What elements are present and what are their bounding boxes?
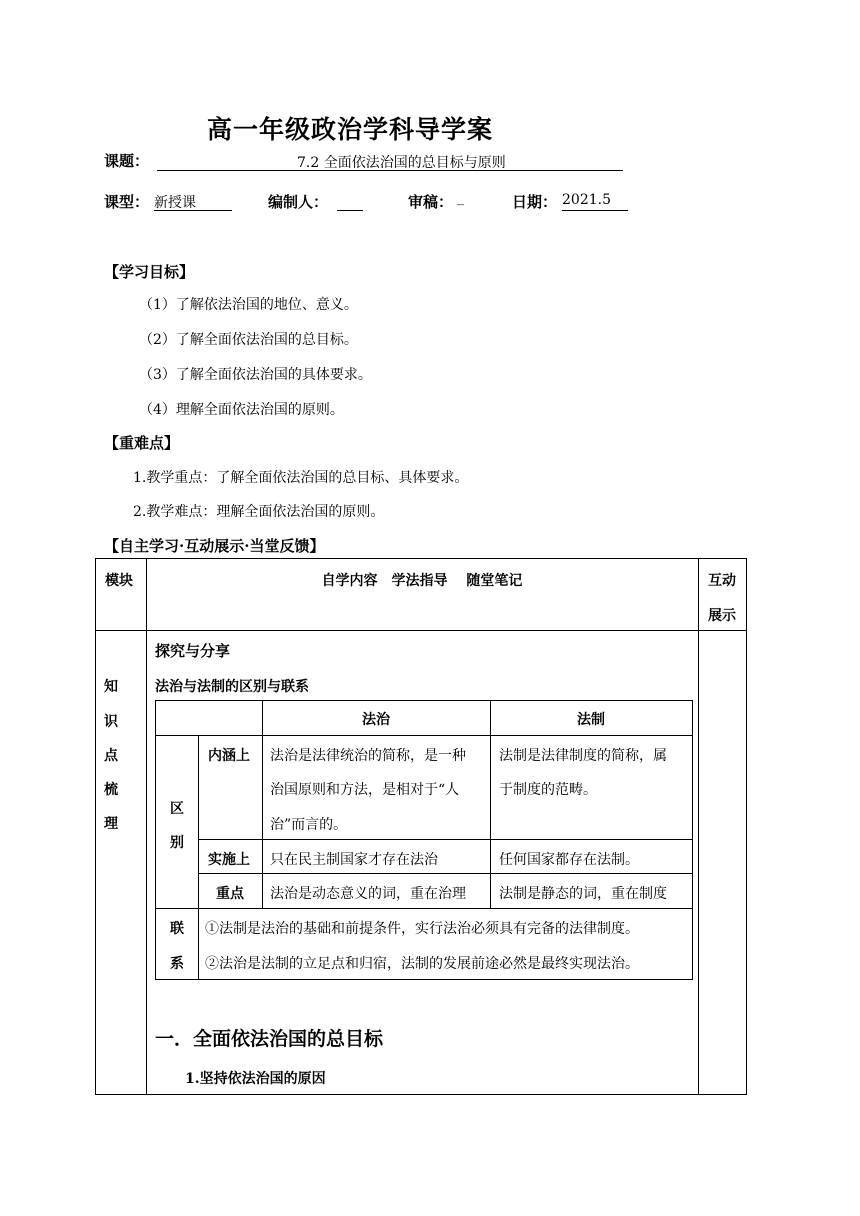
module-char: 梳 [104,782,118,798]
section-one-heading: 一．全面依法治国的总目标 [155,1028,384,1050]
goal-item: （2）了解全面依法治国的总目标。 [139,332,358,348]
module-char: 识 [104,714,118,730]
section-heading: 【自主学习·互动展示·当堂反馈】 [104,537,325,555]
reviewer-value: _ [457,190,464,206]
cell-line: 于制度的范畴。 [499,782,597,798]
comparison-subheading: 法治与法制的区别与联系 [155,679,309,695]
type-value: 新授课 [154,192,232,211]
header-fazhi-legal-system: 法制 [577,712,605,728]
type-label: 课型： [104,193,150,211]
distinction-char: 区 [170,801,184,817]
cell-line: 任何国家都存在法制。 [499,852,639,868]
date-value: 2021.5 [562,192,628,211]
goal-item: （4）理解全面依法治国的原则。 [139,402,344,418]
editor-label: 编制人： [268,193,329,211]
relation-line: ①法制是法治的基础和前提条件，实行法治必须具有完备的法律制度。 [205,921,639,937]
module-char: 点 [104,748,118,764]
cell-line: 治”而言的。 [270,817,348,833]
col-interact-header-line1: 互动 [708,573,736,589]
cell-line: 法治是法律统治的简称，是一种 [270,748,466,764]
cell-line: 治国原则和方法，是相对于“人 [270,782,460,798]
col-interact-header-line2: 展示 [708,608,736,624]
keypoints-heading: 【重难点】 [104,434,180,452]
goal-item: （3）了解全面依法治国的具体要求。 [139,367,372,383]
cell-line: 只在民主制国家才存在法治 [270,852,438,868]
keypoint-item: 2.教学难点：理解全面依法治国的原则。 [133,504,385,520]
module-char: 知 [104,679,118,695]
col-module-header: 模块 [105,573,133,589]
header-fazhi: 法治 [362,712,390,728]
page-title: 高一年级政治学科导学案 [207,115,494,144]
reviewer-label: 审稿： [408,193,454,211]
editor-blank [337,192,363,211]
explore-heading: 探究与分享 [155,642,231,660]
topic-label: 课题： [104,152,150,170]
keypoint-item: 1.教学重点：了解全面依法治国的总目标、具体要求。 [133,470,469,486]
cell-line: 法治是动态意义的词，重在治理 [270,886,466,902]
topic-value: 7.2 全面依法治国的总目标与原则 [157,152,623,171]
row-label: 重点 [216,886,244,902]
relation-line: ②法治是法制的立足点和归宿，法制的发展前途必然是最终实现法治。 [205,956,639,972]
relation-char: 联 [170,921,184,937]
cell-line: 法制是静态的词，重在制度 [499,886,667,902]
goals-heading: 【学习目标】 [104,263,195,281]
distinction-char: 别 [170,835,184,851]
relation-char: 系 [170,956,184,972]
col-content-header: 自学内容 学法指导 随堂笔记 [321,573,523,589]
section-one-sub: 1.坚持依法治国的原因 [185,1071,326,1087]
cell-line: 法制是法律制度的简称，属 [499,748,667,764]
date-label: 日期： [512,193,558,211]
row-label: 内涵上 [208,748,250,764]
row-label: 实施上 [208,852,250,868]
goal-item: （1）了解依法治国的地位、意义。 [139,297,358,313]
module-char: 理 [104,816,118,832]
